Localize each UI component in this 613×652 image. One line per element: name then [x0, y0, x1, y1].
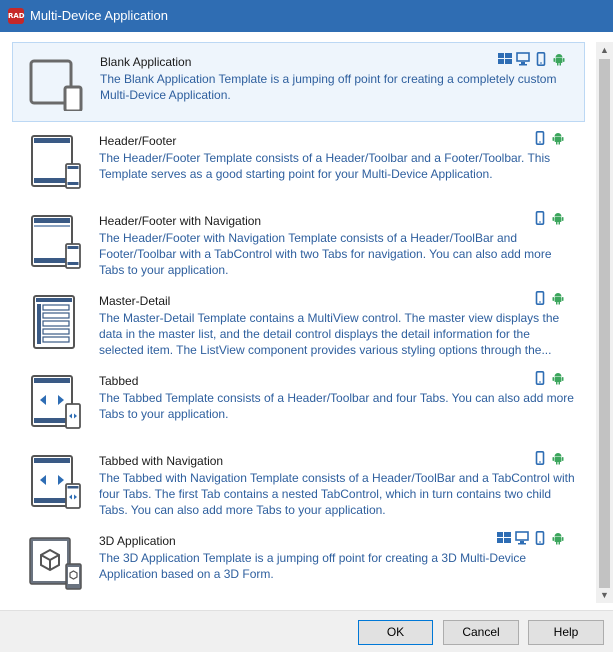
- template-name: Header/Footer: [99, 134, 177, 148]
- help-button[interactable]: Help: [528, 620, 604, 645]
- header-footer-device-icon: [28, 134, 84, 190]
- platform-icons: [533, 370, 565, 386]
- mobile-icon: [534, 52, 548, 66]
- mobile-icon: [533, 531, 547, 545]
- scroll-up-arrow-icon[interactable]: ▲: [600, 45, 609, 55]
- rad-app-icon: RAD: [8, 8, 24, 24]
- template-description: The Master-Detail Template contains a MultiView control. The master view displays the data in the master list, and the detail control displays the detail information for the selected item. The ListView component provides various styling options through the...: [99, 311, 560, 357]
- template-name: Header/Footer with Navigation: [99, 214, 262, 228]
- android-icon: [551, 531, 565, 545]
- mobile-icon: [533, 451, 547, 465]
- 3d-device-icon: [28, 534, 84, 590]
- platform-icons: [533, 450, 565, 466]
- template-item-tabbed-navigation[interactable]: [12, 442, 583, 520]
- template-item-3d-application[interactable]: [12, 522, 583, 600]
- cancel-button[interactable]: Cancel: [443, 620, 519, 645]
- template-description: The Tabbed with Navigation Template consists of a Header/ToolBar and a TabControl with four Tabs. The first Tab contains a nested TabControl, which in turn contains two child Tabs. You can also add more Tabs to your application.: [99, 471, 575, 517]
- blank-device-icon: [29, 55, 85, 111]
- template-item-master-detail[interactable]: [12, 282, 583, 360]
- platform-icons: [497, 530, 565, 546]
- android-icon: [552, 52, 566, 66]
- template-description: The Blank Application Template is a jumping off point for creating a completely custom Multi-Device Application.: [100, 72, 557, 102]
- mobile-icon: [533, 291, 547, 305]
- android-icon: [551, 291, 565, 305]
- template-description: The Header/Footer with Navigation Template consists of a Header/ToolBar and Footer/Toolbar with a TabControl with two Tabs for navigation. You can also add more Tabs to your application.: [99, 231, 552, 277]
- tabbed-nav-device-icon: [28, 454, 84, 510]
- android-icon: [551, 451, 565, 465]
- desktop-icon: [516, 52, 530, 66]
- platform-icons: [533, 290, 565, 306]
- template-list-area: [0, 32, 613, 610]
- android-icon: [551, 371, 565, 385]
- windows-icon: [498, 52, 512, 66]
- scroll-down-arrow-icon[interactable]: ▼: [600, 590, 609, 600]
- window-title: Multi-Device Application: [30, 8, 169, 23]
- template-item-header-footer-navigation[interactable]: [12, 202, 583, 280]
- platform-icons: [533, 210, 565, 226]
- template-name: 3D Application: [99, 534, 176, 548]
- master-detail-device-icon: [28, 294, 84, 350]
- ok-button[interactable]: OK: [358, 620, 433, 645]
- template-item-header-footer[interactable]: [12, 122, 583, 200]
- title-bar[interactable]: [0, 0, 613, 32]
- tabbed-device-icon: [28, 374, 84, 430]
- android-icon: [551, 211, 565, 225]
- template-description: The 3D Application Template is a jumping off point for creating a 3D Multi-Device Application based on a 3D Form.: [99, 551, 527, 581]
- vertical-scrollbar[interactable]: [596, 42, 613, 603]
- mobile-icon: [533, 131, 547, 145]
- desktop-icon: [515, 531, 529, 545]
- template-name: Master-Detail: [99, 294, 171, 308]
- template-name: Blank Application: [100, 55, 192, 69]
- mobile-icon: [533, 211, 547, 225]
- template-item-blank-application[interactable]: [12, 42, 585, 122]
- platform-icons: [533, 130, 565, 146]
- scrollbar-thumb[interactable]: [599, 59, 610, 588]
- template-item-tabbed[interactable]: [12, 362, 583, 440]
- template-description: The Tabbed Template consists of a Header/Toolbar and four Tabs. You can also add more Tabs to your application.: [99, 391, 574, 421]
- template-name: Tabbed with Navigation: [99, 454, 224, 468]
- template-description: The Header/Footer Template consists of a Header/Toolbar and a Footer/Toolbar. This Template serves as a good starting point for your Multi-Device Application.: [99, 151, 551, 181]
- platform-icons: [498, 51, 566, 67]
- template-name: Tabbed: [99, 374, 139, 388]
- mobile-icon: [533, 371, 547, 385]
- windows-icon: [497, 531, 511, 545]
- dialog-footer: [0, 610, 613, 652]
- header-footer-nav-device-icon: [28, 214, 84, 270]
- android-icon: [551, 131, 565, 145]
